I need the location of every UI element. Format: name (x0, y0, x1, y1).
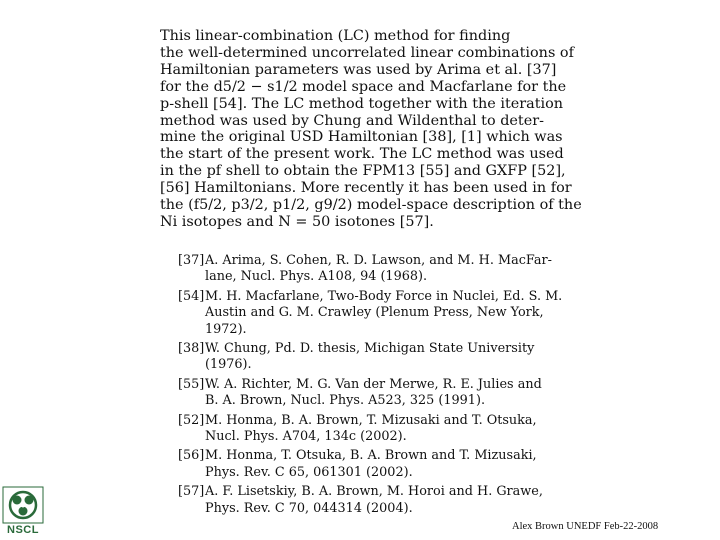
reference-text (205, 341, 546, 374)
reference-number: [57] (178, 484, 205, 500)
paragraph-line: the well-determined uncorrelated linear combinations of (160, 44, 574, 61)
reference-item (178, 484, 546, 517)
reference-number: [52] (178, 412, 205, 428)
reference-item (178, 377, 546, 410)
reference-item (178, 288, 563, 338)
reference-line: 1972). (205, 321, 247, 337)
reference-number: [56] (178, 448, 205, 464)
paragraph-line: method was used by Chung and Wildenthal to deter- (160, 112, 544, 129)
paragraph-line: for the d5/2 − s1/2 model space and Macfarlane for the (160, 78, 567, 95)
reference-line: M. Honma, T. Otsuka, B. A. Brown and T. Mizusaki, (205, 448, 537, 464)
reference-line: B. A. Brown, Nucl. Phys. A523, 325 (1991). (205, 393, 486, 409)
reference-line: Phys. Rev. C 65, 061301 (2002). (205, 464, 413, 480)
reference-text (205, 288, 563, 338)
reference-text (205, 484, 546, 517)
reference-item (178, 448, 546, 481)
reference-text (205, 377, 546, 410)
paragraph-line: the start of the present work. The LC method was used (160, 146, 564, 163)
reference-line: A. Arima, S. Cohen, R. D. Lawson, and M. H. MacFar- (205, 253, 552, 268)
reference-number: [38] (178, 341, 205, 357)
reference-line: A. F. Lisetskiy, B. A. Brown, M. Horoi and H. Grawe, (205, 484, 543, 500)
paragraph-line: the (f5/2, p3/2, p1/2, g9/2) model-space description of the (160, 197, 582, 214)
paragraph-line: Ni isotopes and N = 50 isotones [57]. (160, 213, 434, 230)
reference-line: Phys. Rev. C 70, 044314 (2004). (205, 500, 413, 516)
paragraph-line: mine the original USD Hamiltonian [38], [1] which was (160, 129, 563, 146)
logo-label: NSCL (7, 524, 39, 536)
body-paragraph (160, 28, 582, 231)
reference-number: [55] (178, 376, 205, 392)
reference-line: Austin and G. M. Crawley (Plenum Press, New York, (205, 305, 544, 321)
reference-text (205, 448, 546, 481)
reference-line: (1976). (205, 357, 252, 373)
reference-list (178, 253, 563, 520)
paragraph-line: This linear-combination (LC) method for finding (160, 28, 511, 44)
reference-line: M. Honma, B. A. Brown, T. Mizusaki and T. Otsuka, (205, 412, 537, 428)
footer-credit: Alex Brown UNEDF Feb-22-2008 (512, 521, 659, 532)
reference-line: lane, Nucl. Phys. A108, 94 (1968). (205, 269, 428, 285)
nscl-logo (2, 486, 44, 538)
reference-line: W. Chung, Pd. D. thesis, Michigan State University (205, 341, 535, 357)
reference-number: [54] (178, 288, 205, 304)
reference-item (178, 413, 546, 446)
paragraph-line: in the pf shell to obtain the FPM13 [55] and GXFP [52], (160, 163, 566, 180)
reference-line: M. H. Macfarlane, Two-Body Force in Nuclei, Ed. S. M. (205, 288, 563, 304)
paragraph-line: Hamiltonian parameters was used by Arima et al. [37] (160, 61, 557, 78)
nscl-logo-icon (2, 486, 44, 524)
reference-line: W. A. Richter, M. G. Van der Merwe, R. E. Julies and (205, 376, 542, 392)
reference-text (205, 253, 552, 286)
paragraph-line: [56] Hamiltonians. More recently it has been used in for (160, 180, 572, 197)
reference-number: [37] (178, 253, 205, 268)
reference-item (178, 253, 552, 286)
reference-line: Nucl. Phys. A704, 134c (2002). (205, 429, 407, 445)
reference-text (205, 413, 546, 446)
reference-item (178, 341, 546, 374)
paragraph-line: p-shell [54]. The LC method together with the iteration (160, 95, 564, 112)
